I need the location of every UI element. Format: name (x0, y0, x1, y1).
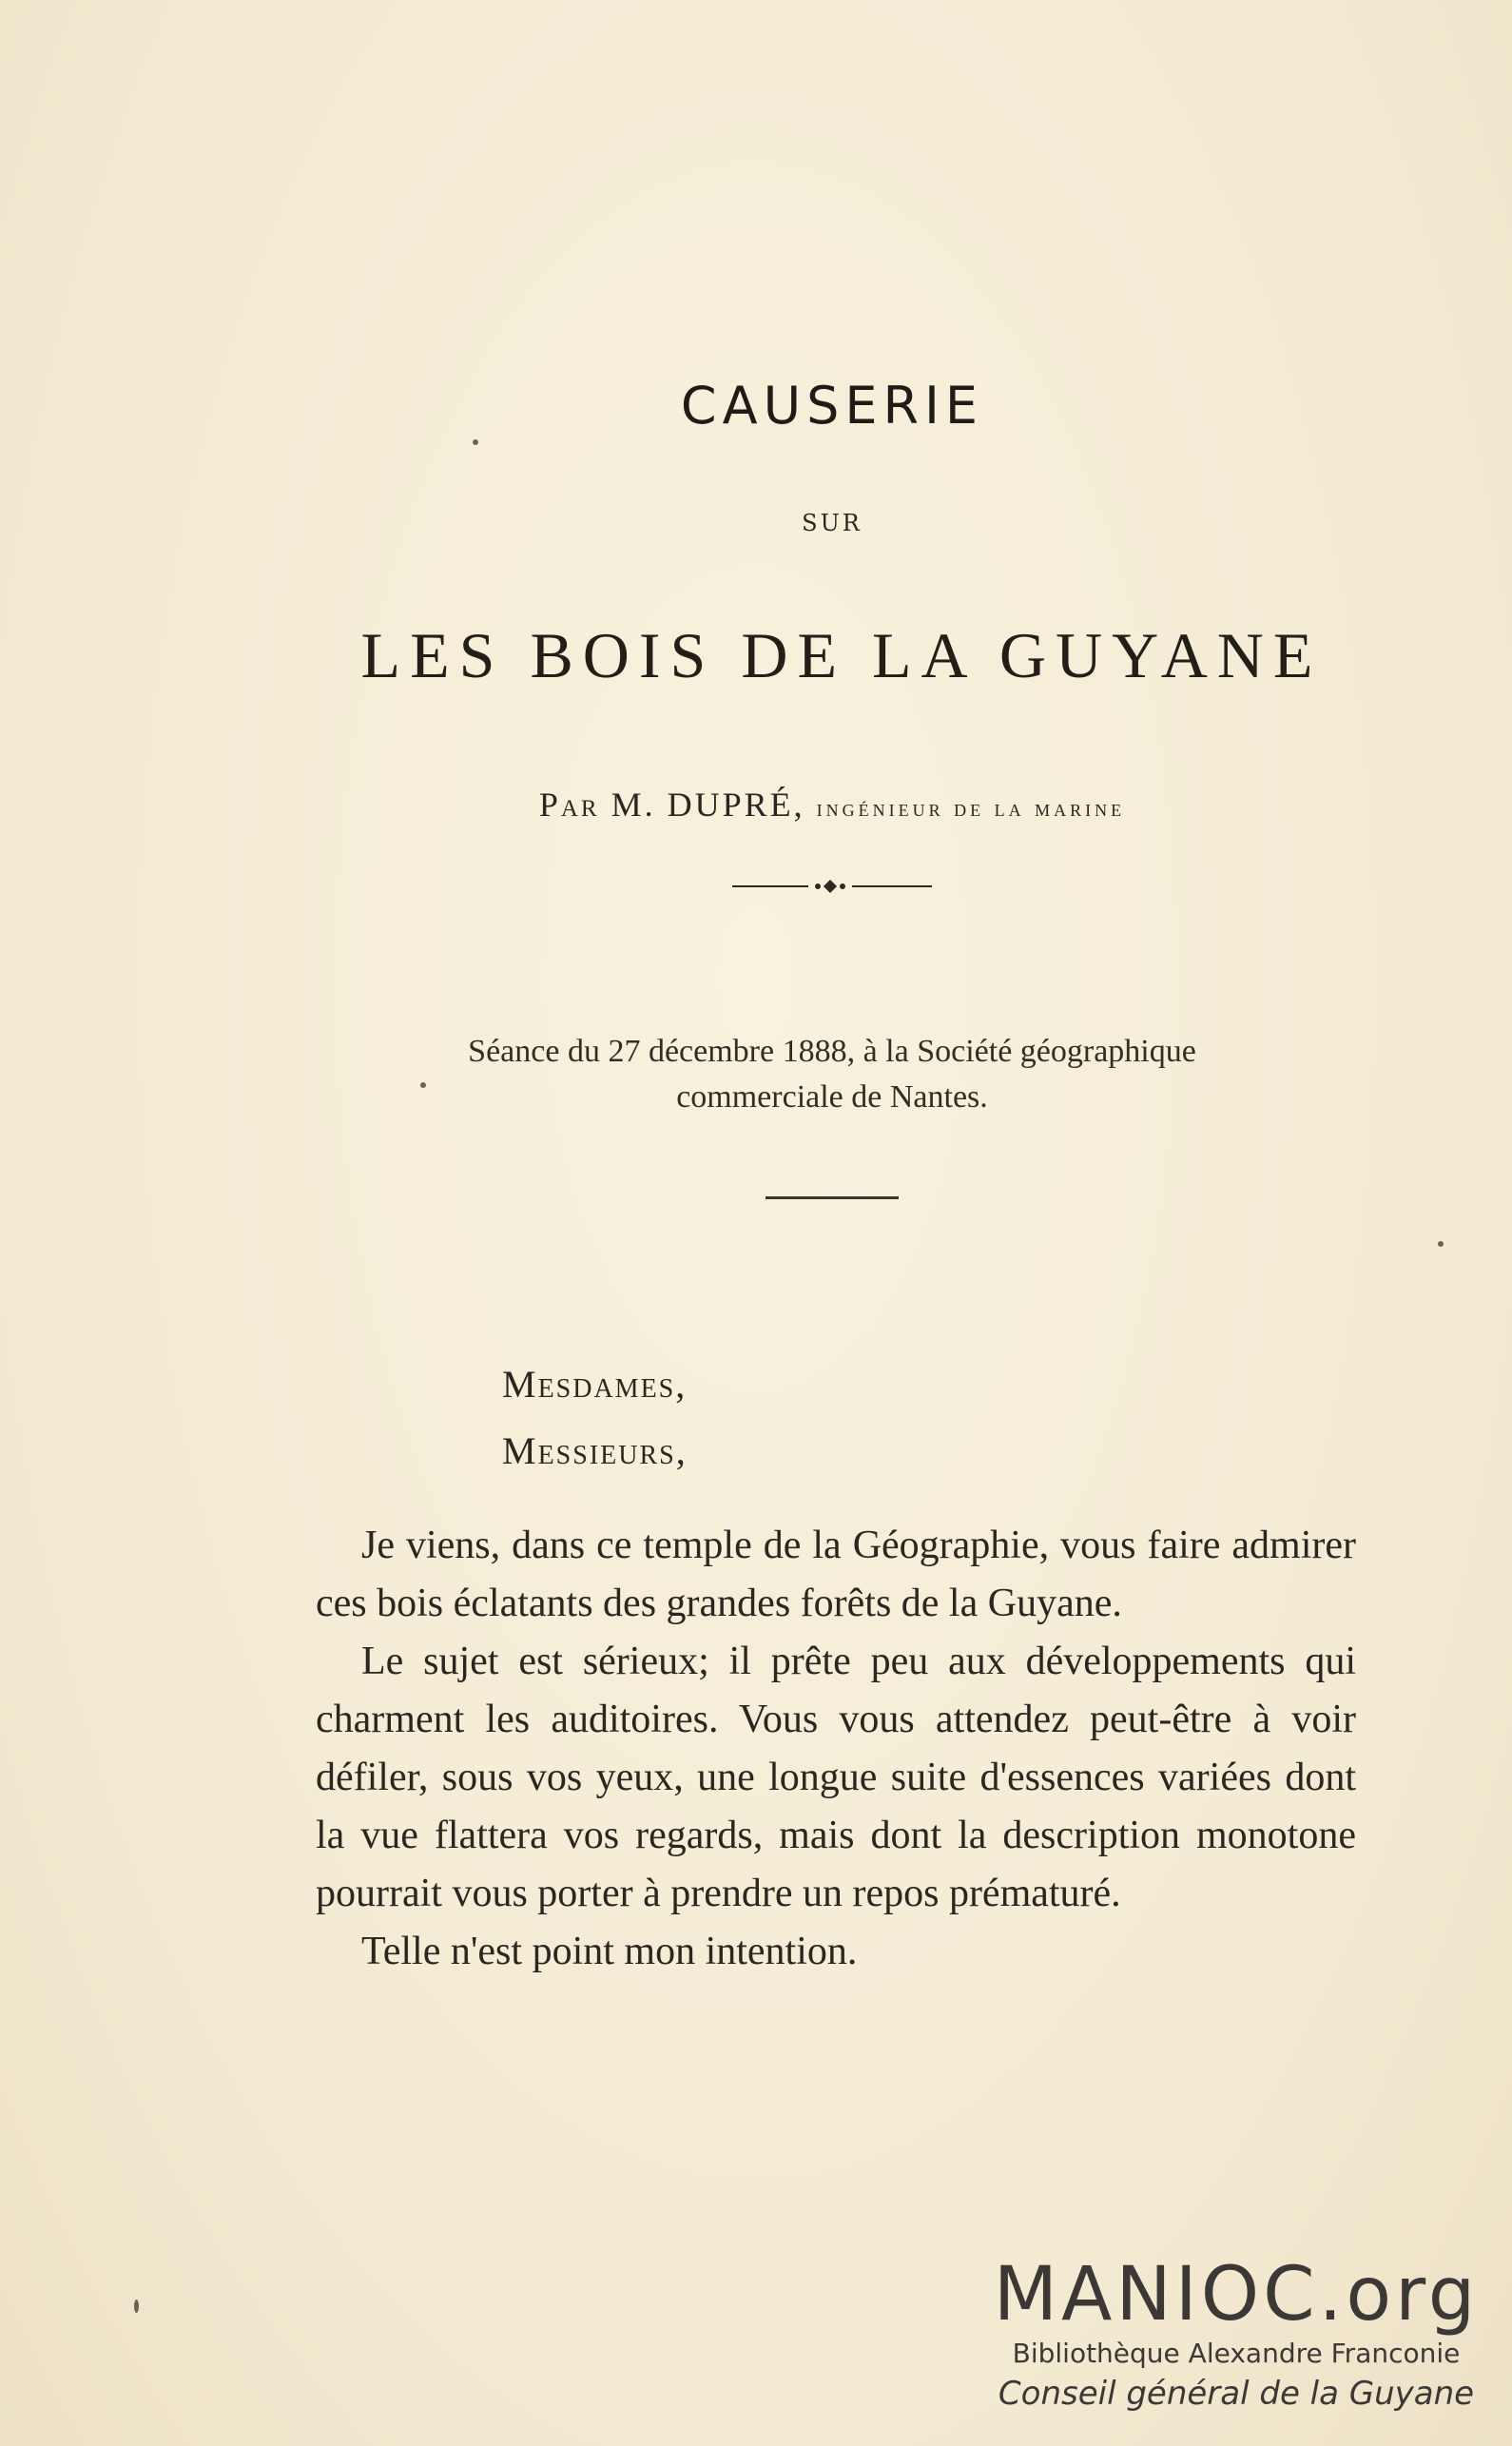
body-text (316, 1517, 1356, 1981)
paragraph: Telle n'est point mon intention. (361, 1930, 858, 1973)
author-prefix: Par (538, 786, 600, 824)
salutation-mesdames: Mesdames, (502, 1363, 688, 1406)
session-line-1: Séance du 27 décembre 1888, à la Société géographique (468, 1034, 1196, 1069)
author-role: ingénieur de la marine (816, 794, 1126, 822)
paper-speck (134, 2300, 139, 2313)
salutation-messieurs: Messieurs, (502, 1429, 688, 1472)
title-connector: SUR (802, 510, 863, 536)
council-name: Conseil général de la Guyane (998, 2375, 1475, 2413)
author-line (76, 785, 1512, 825)
document-title: CAUSERIE (680, 376, 984, 436)
manioc-watermark (979, 2254, 1493, 2416)
paragraph: Je viens, dans ce temple de la Géographie, vous faire admirer ces bois éclatants des grandes forêts de la Guyane. (316, 1524, 1356, 1625)
library-name: Bibliothèque Alexandre Franconie (1012, 2338, 1461, 2369)
paper-speck (473, 439, 478, 445)
ornament-divider-icon (732, 880, 932, 893)
section-rule (76, 1196, 1512, 1199)
paper-speck (1438, 1241, 1444, 1247)
ornament-divider (76, 880, 1512, 893)
paper-speck (420, 1082, 426, 1088)
manioc-logo: MANIOC.org (993, 2252, 1480, 2338)
document-subtitle: LES BOIS DE LA GUYANE (360, 619, 1323, 691)
session-info (76, 1029, 1512, 1120)
author-name: M. DUPRÉ, (611, 786, 805, 824)
session-line-2: commerciale de Nantes. (676, 1079, 988, 1115)
paragraph: Le sujet est sérieux; il prête peu aux développements qui charment les auditoires. Vous vous attendez peut-être à voir défiler, sous vos yeux, une longue suite d'essences variées dont la vue flattera vos regards, mais dont la description monotone pourrait vous porter à prendre un repos prématuré. (316, 1640, 1356, 1915)
